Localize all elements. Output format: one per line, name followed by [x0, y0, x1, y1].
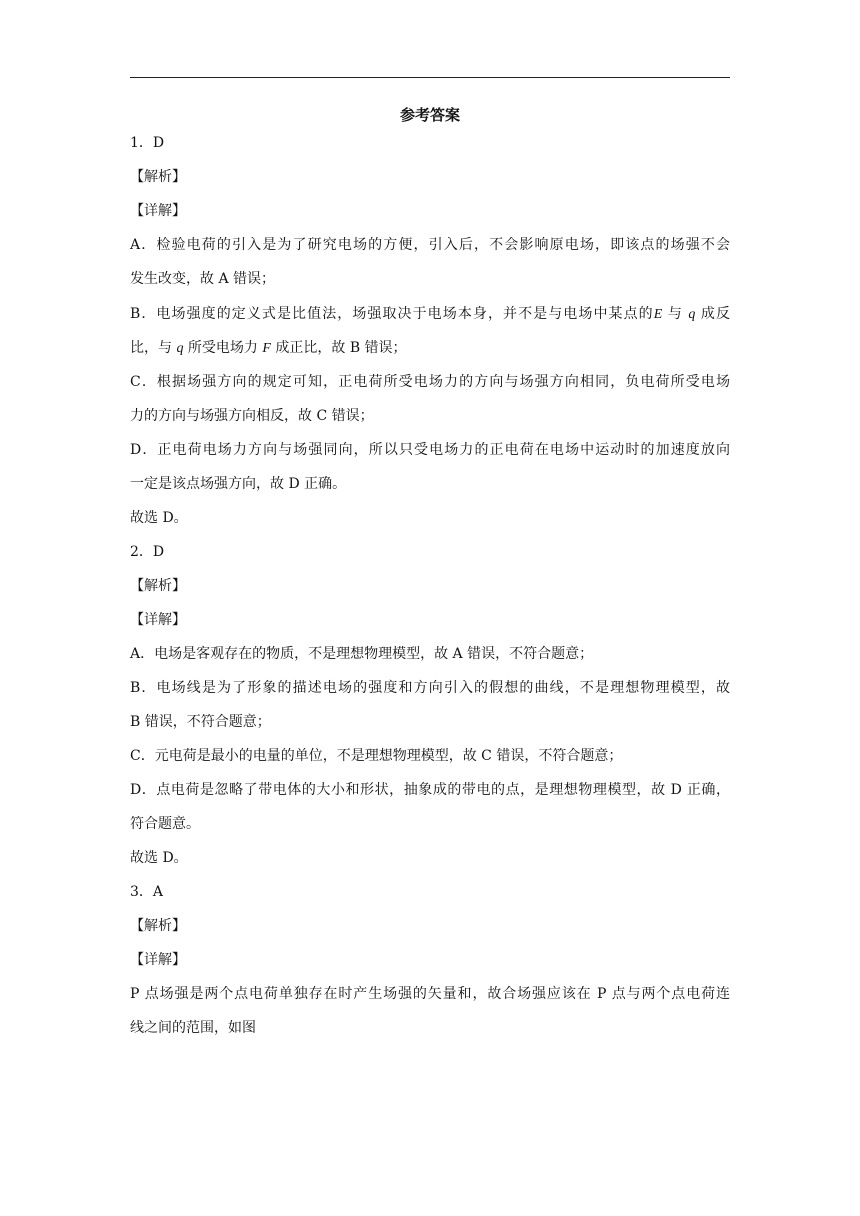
q3-xiangjie-label: 【详解】 — [130, 952, 186, 968]
q1-option-a-line1: A．检验电荷的引入是为了研究电场的方便，引入后，不会影响原电场，即该点的场强不会 — [130, 237, 730, 253]
page-title: 参考答案 — [399, 106, 460, 124]
q3-body-line1: P 点场强是两个点电荷单独存在时产生场强的矢量和，故合场强应该在 P 点与两个点电荷连 — [130, 986, 730, 1002]
q1-jiexi-label: 【解析】 — [130, 169, 186, 185]
q2-option-b-line1: B．电场线是为了形象的描述电场的强度和方向引入的假想的曲线，不是理想物理模型，故 — [130, 680, 730, 696]
q2-option-a-line1: A．电场是客观存在的物质，不是理想物理模型，故 A 错误，不符合题意； — [130, 646, 594, 662]
q1-option-d-line1: D．正电荷电场力方向与场强同向，所以只受电场力的正电荷在电场中运动时的加速度放向 — [130, 442, 730, 458]
q3-body-line2: 线之间的范围，如图 — [130, 1020, 256, 1036]
q2-conclusion: 故选 D。 — [130, 850, 188, 866]
q2-jiexi-label: 【解析】 — [130, 578, 186, 594]
q1-conclusion: 故选 D。 — [130, 510, 188, 526]
q2-option-c-line1: C．元电荷是最小的电量的单位，不是理想物理模型，故 C 错误，不符合题意； — [130, 748, 623, 764]
q1-option-d-line2: 一定是该点场强方向，故 D 正确。 — [130, 476, 347, 492]
q1-option-c-line1: C．根据场强方向的规定可知，正电荷所受电场力的方向与场强方向相同，负电荷所受电场 — [130, 374, 730, 390]
var-q: q — [688, 307, 696, 322]
q1-option-a-line2: 发生改变，故 A 错误； — [130, 271, 276, 287]
q3-answer: 3．A — [130, 884, 164, 900]
q2-answer: 2．D — [130, 544, 165, 560]
q1-option-c-line2: 力的方向与场强方向相反，故 C 错误； — [130, 408, 374, 424]
q1-option-b-line2: 比，与 q 所受电场力 F 成正比，故 B 错误； — [130, 340, 407, 356]
q1-xiangjie-label: 【详解】 — [130, 203, 186, 219]
q2-xiangjie-label: 【详解】 — [130, 612, 186, 628]
q2-option-b-line2: B 错误，不符合题意； — [130, 714, 271, 730]
q3-jiexi-label: 【解析】 — [130, 918, 186, 934]
var-e: E — [653, 307, 663, 322]
q2-option-d-line1: D．点电荷是忽略了带电体的大小和形状，抽象成的带电的点，是理想物理模型，故 D 正确， — [130, 782, 730, 798]
q1-answer: 1．D — [130, 135, 165, 151]
var-q: q — [176, 341, 184, 356]
q2-option-d-line2: 符合题意。 — [130, 816, 200, 832]
q1-option-b-line1: B．电场强度的定义式是比值法，场强取决于电场本身，并不是与电场中某点的E 与 q 成反 — [130, 306, 730, 322]
header-rule — [130, 77, 730, 78]
var-f: F — [262, 341, 271, 356]
